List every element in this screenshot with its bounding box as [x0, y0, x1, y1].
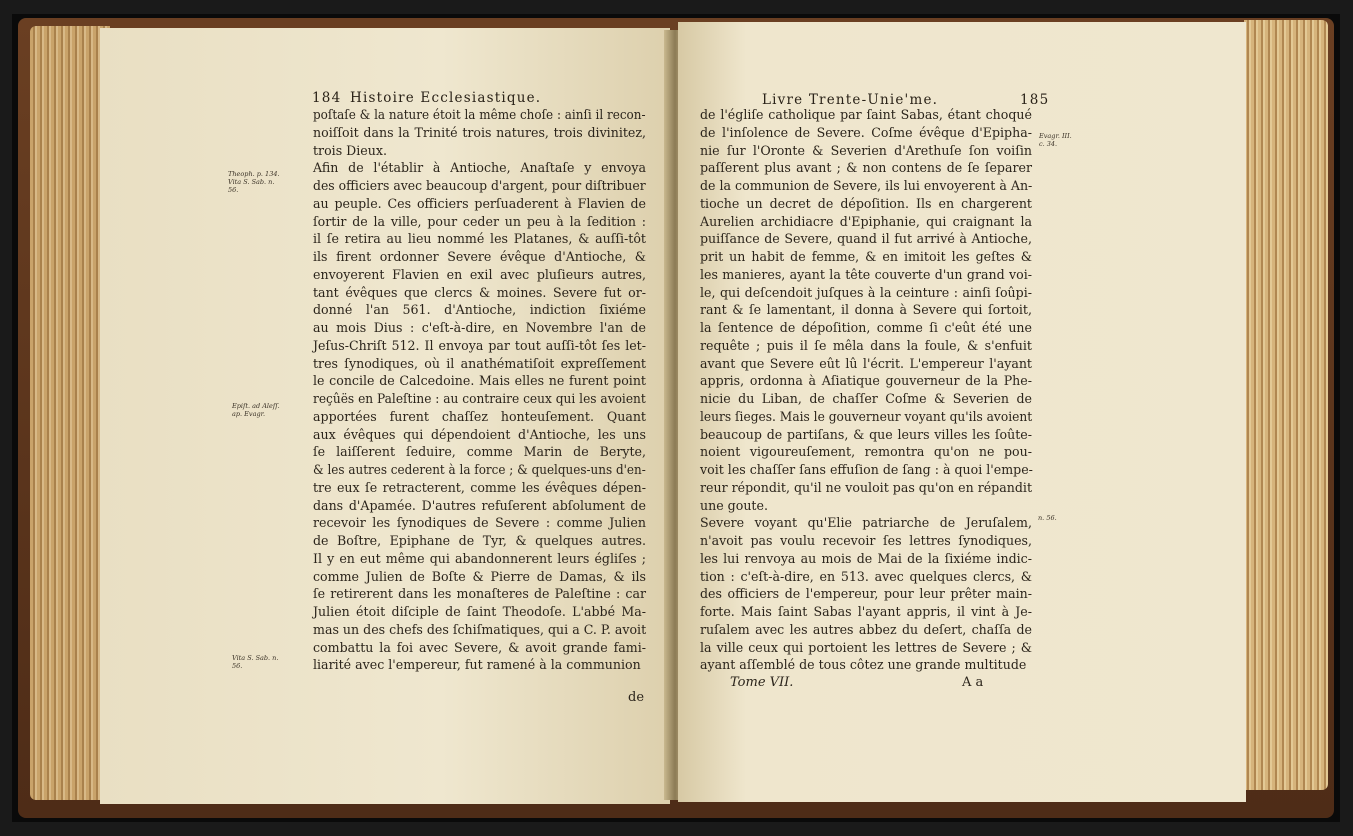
- text-line: tres ſynodiques, où il anathématiſoit expreſſement: [313, 355, 646, 371]
- text-line: Severe voyant qu'Elie patriarche de Jeruſalem,: [700, 515, 1032, 531]
- text-line: tioche un decret de dépoſition. Ils en chargerent: [700, 195, 1032, 211]
- text-line: tre eux ſe retracterent, comme les évêques dépen-: [313, 479, 646, 495]
- margin-note-line: Theoph. p. 134.: [228, 170, 280, 178]
- text-line: forte. Mais ſaint Sabas l'ayant appris, il vint à Je-: [700, 604, 1032, 619]
- margin-note-epist: [232, 402, 280, 418]
- margin-note-n56: [1038, 514, 1057, 522]
- margin-note-line: 56.: [232, 662, 243, 670]
- text-line: au peuple. Ces officiers perſuaderent à Flavien de: [313, 195, 646, 211]
- text-line: combattu la foi avec Severe, & avoit grande fami-: [313, 639, 646, 655]
- text-line: nicie du Liban, de chaſſer Coſme & Severien de: [700, 391, 1032, 406]
- volume-footer: Tome VII.: [730, 675, 794, 690]
- signature-mark: A a: [962, 675, 984, 690]
- margin-note-vita: [232, 654, 278, 670]
- margin-note-line: n. 56.: [1038, 514, 1057, 522]
- text-line: leurs ſieges. Mais le gouverneur voyant qu'ils avoient: [700, 408, 1033, 424]
- text-line: reur répondit, qu'il ne vouloit pas qu'on en répandit: [700, 479, 1033, 495]
- text-line: de la communion de Severe, ils lui envoyerent à An-: [700, 178, 1033, 193]
- text-line: paſſerent plus avant ; & non contens de ſe ſeparer: [700, 160, 1032, 176]
- left-page-number: 184: [312, 90, 342, 106]
- text-line: Aurelien archidiacre d'Epiphanie, qui craignant la: [700, 213, 1032, 229]
- text-line: recevoir les ſynodiques de Severe : comme Julien: [313, 515, 646, 531]
- text-line: mas un des chefs des ſchiſmatiques, qui a C. P. avoit: [313, 621, 647, 637]
- right-body-text: [700, 106, 1032, 674]
- text-line: des officiers de l'empereur, pour leur prêter main-: [700, 586, 1032, 602]
- margin-note-evagr: [1039, 132, 1072, 148]
- right-page-number: 185: [1020, 92, 1050, 108]
- left-running-head: Histoire Ecclesiastique.: [350, 90, 542, 106]
- text-line: puiſſance de Severe, quand il fut arrivé à Antioche,: [700, 231, 1032, 247]
- text-line: au mois Dius : c'eſt-à-dire, en Novembre l'an de: [313, 320, 646, 335]
- text-line: avant que Severe eût lû l'écrit. L'empereur l'ayant: [700, 355, 1032, 371]
- margin-note-line: c. 34.: [1039, 140, 1058, 148]
- left-catchword: de: [628, 690, 645, 705]
- text-line: aux évêques qui dépendoient d'Antioche, les uns: [313, 426, 646, 442]
- text-line: Jeſus-Chriſt 512. Il envoya par tout auſſi-tôt ſes let-: [313, 337, 646, 353]
- margin-note-theoph: [228, 170, 280, 194]
- text-line: les manieres, ayant la tête couverte d'un grand voi-: [700, 266, 1032, 282]
- text-line: Julien étoit diſciple de ſaint Theodoſe. L'abbé Ma-: [313, 604, 646, 619]
- text-line: ſe laiſſerent ſeduire, comme Marin de Beryte,: [313, 444, 646, 460]
- left-body-text: [313, 106, 646, 674]
- text-line: rant & ſe lamentant, il donna à Severe qui ſortoit,: [700, 302, 1032, 318]
- text-line: de l'inſolence de Severe. Coſme évêque d'Epipha-: [700, 124, 1032, 140]
- page-edges-right: [1244, 20, 1328, 790]
- text-line: apportées furent chaſſez honteuſement. Quant: [313, 408, 646, 424]
- text-line: prit un habit de femme, & en imitoit les geſtes &: [700, 249, 1032, 264]
- text-line: ruſalem avec les autres abbez du deſert, chaſſa de: [700, 621, 1032, 637]
- text-line: beaucoup de partiſans, & que leurs villes les ſoûte-: [700, 426, 1032, 442]
- text-line: envoyerent Flavien en exil avec pluſieurs autres,: [313, 266, 646, 282]
- text-line: de l'égliſe catholique par ſaint Sabas, étant choqué: [700, 107, 1032, 122]
- text-line: de Boſtre, Epiphane de Tyr, & quelques autres.: [313, 533, 646, 548]
- text-line: n'avoit pas voulu recevoir ſes lettres ſynodiques,: [700, 533, 1032, 548]
- margin-note-line: Vita S. Sab. n.: [228, 178, 275, 186]
- text-line: il ſe retira au lieu nommé les Platanes, & auſſi-tôt: [313, 231, 646, 247]
- text-line: appris, ordonna à Aſiatique gouverneur de la Phe-: [700, 373, 1032, 389]
- text-line: tant évêques que clercs & moines. Severe fut or-: [313, 284, 646, 300]
- text-line: une goute.: [700, 497, 768, 513]
- text-line: donné l'an 561. d'Antioche, indiction ſixiéme: [313, 302, 646, 318]
- text-line: requête ; puis il ſe mêla dans la foule, & s'enfuit: [700, 337, 1032, 353]
- right-page: [678, 22, 1246, 802]
- text-line: le concile de Calcedoine. Mais elles ne furent point: [313, 373, 646, 389]
- text-line: dans d'Apamée. D'autres refuſerent abſolument de: [313, 497, 646, 513]
- right-running-head: Livre Trente-Unie'me.: [762, 92, 939, 108]
- text-line: & les autres cederent à la force ; & quelques-uns d'en-: [313, 462, 646, 477]
- text-line: comme Julien de Boſte & Pierre de Damas, & ils: [313, 568, 646, 584]
- text-line: ayant aſſemblé de tous côtez une grande multitude: [700, 657, 1027, 673]
- text-line: les lui renvoya au mois de Mai de la ſixiéme indic-: [700, 550, 1032, 566]
- margin-note-line: Epiſt. ad Aleſſ.: [232, 402, 280, 410]
- text-line: le, qui deſcendoit juſques à la ceinture : ainſi ſoûpi-: [700, 284, 1032, 300]
- text-line: ſortir de la ville, pour ceder un peu à la ſedition :: [313, 213, 646, 229]
- text-line: liarité avec l'empereur, fut ramené à la communion: [313, 657, 641, 673]
- text-line: la ſentence de dépoſition, comme ſi c'eût été une: [700, 320, 1032, 335]
- text-line: la ville ceux qui portoient les lettres de Severe ; &: [700, 639, 1032, 655]
- margin-note-line: ap. Evagr.: [232, 410, 266, 418]
- text-line: trois Dieux.: [313, 142, 387, 158]
- margin-note-line: Evagr. III.: [1039, 132, 1072, 140]
- text-line: nie ſur l'Oronte & Severien d'Arethuſe ſon voiſin: [700, 142, 1032, 158]
- text-line: reçûës en Paleſtine : au contraire ceux qui les avoient: [313, 391, 646, 406]
- text-line: tion : c'eſt-à-dire, en 513. avec quelques clercs, &: [700, 568, 1032, 584]
- text-line: Afin de l'établir à Antioche, Anaſtaſe y envoya: [313, 160, 646, 176]
- text-line: noiſſoit dans la Trinité trois natures, trois divinitez,: [313, 124, 646, 140]
- text-line: ils firent ordonner Severe évêque d'Antioche, &: [313, 249, 646, 264]
- text-line: ſe retirerent dans les monaſteres de Paleſtine : car: [313, 586, 646, 602]
- margin-note-line: 56.: [228, 186, 239, 194]
- text-line: noient vigoureuſement, remontra qu'on ne pou-: [700, 444, 1032, 460]
- text-line: des officiers avec beaucoup d'argent, pour diſtribuer: [313, 178, 646, 193]
- text-line: voit les chaſſer ſans effuſion de ſang : à quoi l'empe-: [700, 462, 1033, 477]
- margin-note-line: Vita S. Sab. n.: [232, 654, 279, 662]
- page-edges-left: [30, 26, 110, 800]
- left-page: [100, 28, 670, 804]
- text-line: poſtaſe & la nature étoit la même choſe : ainſi il recon-: [313, 107, 646, 122]
- text-line: Il y en eut même qui abandonnerent leurs égliſes ;: [313, 550, 646, 566]
